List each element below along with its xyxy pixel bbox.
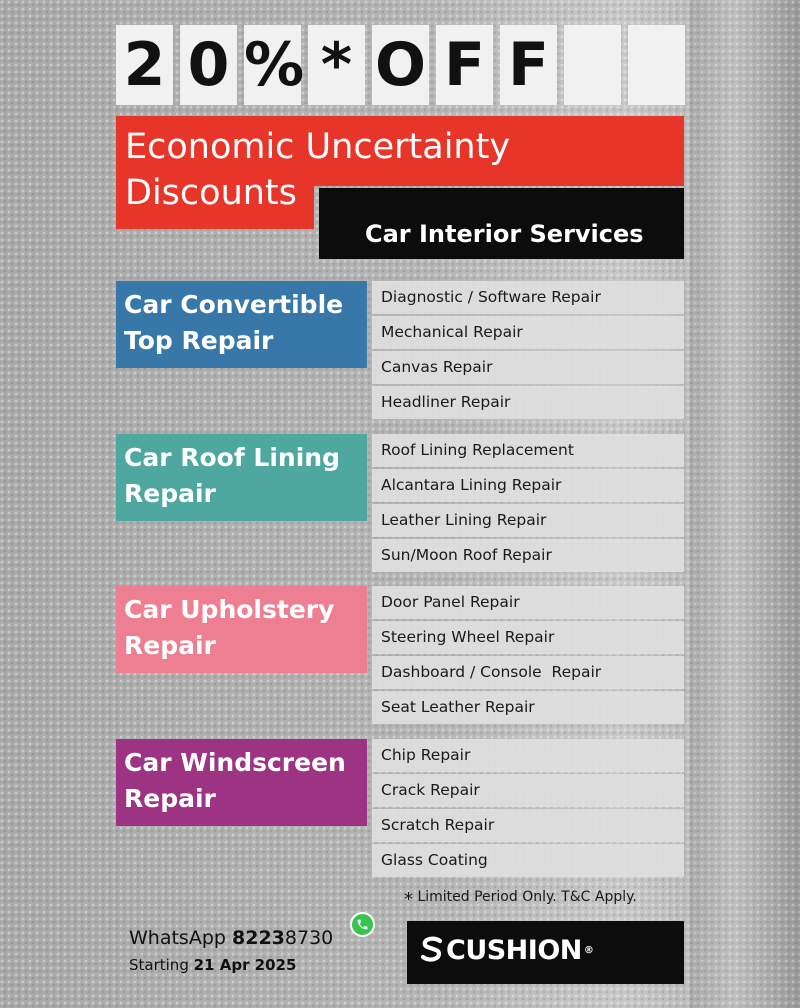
service-list-upholstery: [372, 586, 684, 726]
category-title-line2: Repair: [124, 479, 216, 508]
category-title-line1: Car Roof Lining: [124, 443, 340, 472]
headline-tile: *: [308, 25, 365, 105]
whatsapp-icon[interactable]: [350, 912, 375, 937]
service-item: Steering Wheel Repair: [372, 621, 684, 654]
service-item: Headliner Repair: [372, 386, 684, 419]
headline-tile: [564, 25, 621, 105]
whatsapp-number-part2: 8730: [284, 927, 334, 949]
promo-title-line2: Discounts: [125, 173, 297, 213]
service-item: Diagnostic / Software Repair: [372, 281, 684, 314]
service-item: Sun/Moon Roof Repair: [372, 539, 684, 572]
promo-title-line1: Economic Uncertainty: [125, 127, 511, 167]
category-roof-lining: [116, 434, 367, 521]
terms-asterisk: *: [404, 889, 413, 910]
service-item: Alcantara Lining Repair: [372, 469, 684, 502]
logo-text: CUSHION: [446, 934, 582, 966]
whatsapp-label: WhatsApp: [129, 927, 226, 949]
terms-note: [404, 889, 637, 910]
category-title-line1: Car Windscreen: [124, 748, 346, 777]
category-title-line1: Car Upholstery: [124, 595, 335, 624]
category-title-line2: Repair: [124, 784, 216, 813]
category-convertible-top: [116, 281, 367, 368]
headline-tile: 2: [116, 25, 173, 105]
headline-tile: F: [436, 25, 493, 105]
service-item: Canvas Repair: [372, 351, 684, 384]
service-item: Chip Repair: [372, 739, 684, 772]
service-item: Dashboard / Console Repair: [372, 656, 684, 689]
category-title-line2: Repair: [124, 631, 216, 660]
category-title-line1: Car Convertible: [124, 290, 344, 319]
category-windscreen: [116, 739, 367, 826]
service-list-convertible-top: [372, 281, 684, 421]
headline-tile: %: [244, 25, 301, 105]
category-upholstery: [116, 586, 367, 673]
service-item: Glass Coating: [372, 844, 684, 877]
s-mark-icon: [420, 936, 444, 964]
whatsapp-number-part1: 8223: [232, 927, 285, 949]
start-date-label: Starting: [129, 956, 189, 974]
service-item: Door Panel Repair: [372, 586, 684, 619]
service-list-roof-lining: [372, 434, 684, 574]
start-date: [129, 956, 296, 974]
headline-tile: O: [372, 25, 429, 105]
service-item: Scratch Repair: [372, 809, 684, 842]
headline-tiles: [116, 25, 685, 105]
cushion-logo: [420, 930, 620, 970]
service-item: Leather Lining Repair: [372, 504, 684, 537]
service-item: Crack Repair: [372, 774, 684, 807]
terms-text: Limited Period Only. T&C Apply.: [417, 889, 637, 905]
service-item: Mechanical Repair: [372, 316, 684, 349]
headline-tile: 0: [180, 25, 237, 105]
background-fold: [690, 0, 800, 1008]
category-title-line2: Top Repair: [124, 326, 274, 355]
headline-tile: F: [500, 25, 557, 105]
start-date-value: 21 Apr 2025: [193, 956, 297, 974]
headline-tile: [628, 25, 685, 105]
service-list-windscreen: [372, 739, 684, 879]
service-item: Seat Leather Repair: [372, 691, 684, 724]
whatsapp-contact[interactable]: [129, 927, 333, 949]
registered-mark: ®: [583, 944, 594, 956]
service-item: Roof Lining Replacement: [372, 434, 684, 467]
promo-subtitle: Car Interior Services: [365, 220, 644, 248]
